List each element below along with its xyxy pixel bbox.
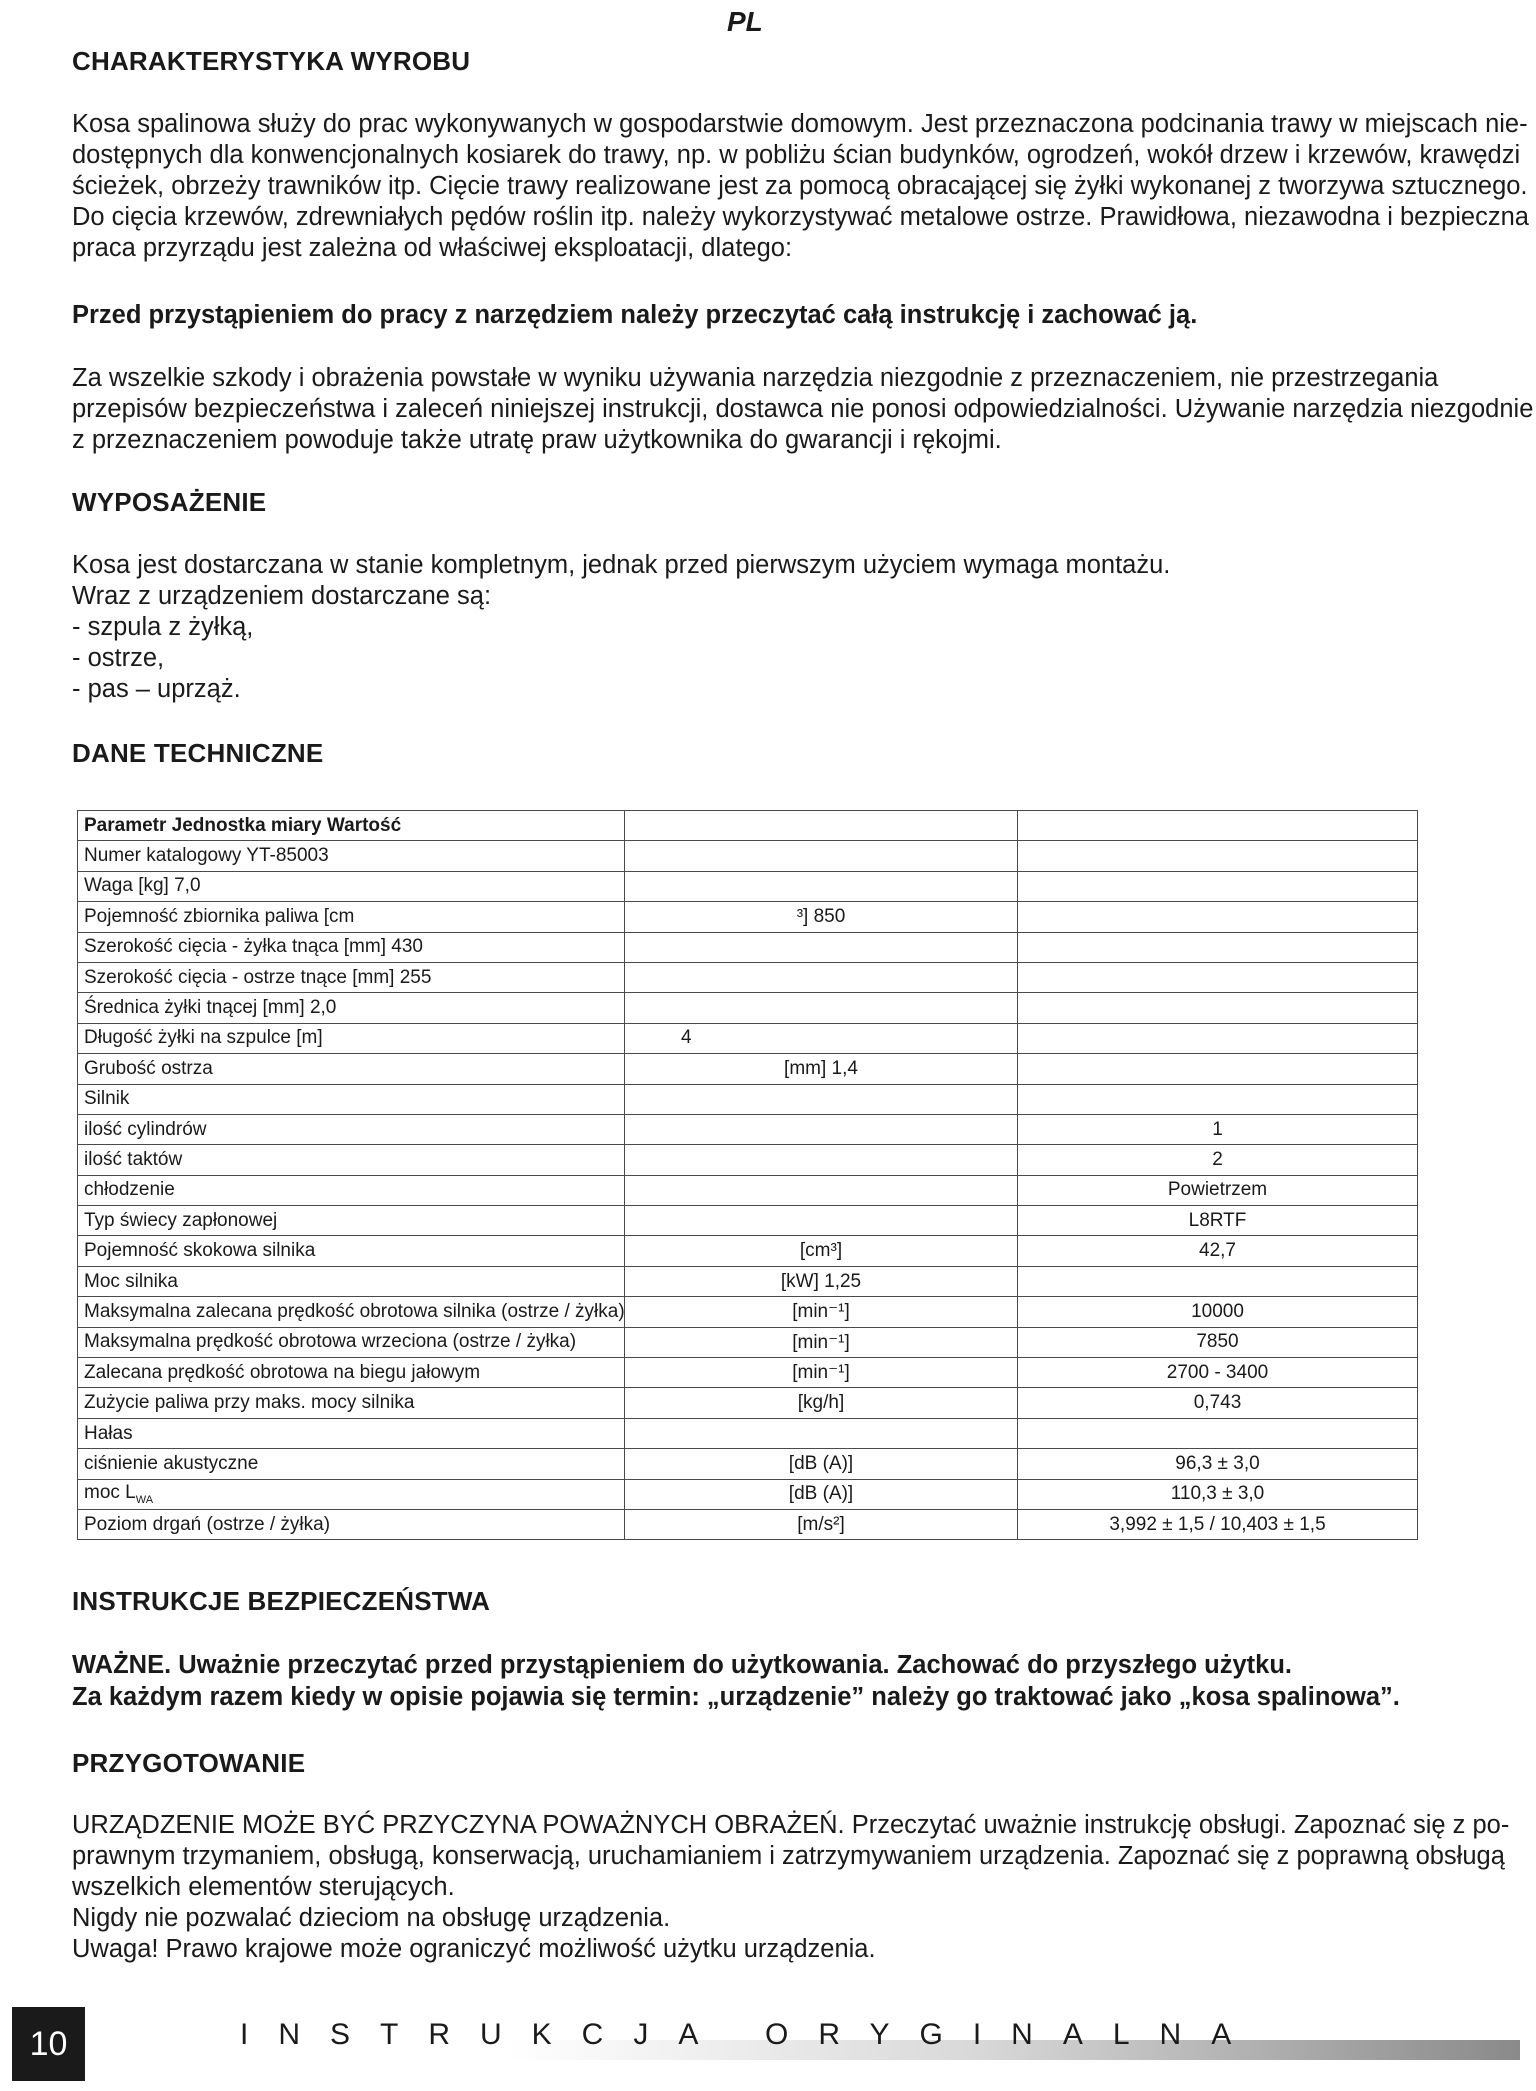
text-line: prawnym trzymaniem, obsługą, konserwacją, uruchamianiem i zatrzymywaniem urządzenia. Zapoznać się z poprawną obsługą (72, 1842, 1505, 1870)
unit-cell: [kg/h] (625, 1388, 1018, 1418)
param-cell: ilość taktów (78, 1145, 625, 1175)
table-row (78, 962, 1418, 992)
table-row (78, 1145, 1418, 1175)
unit-cell: 4 (625, 1023, 1018, 1053)
language-code: PL (727, 6, 763, 37)
param-cell: Waga [kg] 7,0 (78, 871, 625, 901)
unit-cell (625, 1114, 1018, 1144)
heading-equipment: WYPOSAŻENIE (72, 487, 267, 517)
unit-cell (625, 1206, 1018, 1236)
tech-data-table (77, 810, 1418, 1540)
unit-cell: [dB (A)] (625, 1449, 1018, 1479)
unit-cell: [cm³] (625, 1236, 1018, 1266)
param-cell: Długość żyłki na szpulce [m] (78, 1023, 625, 1053)
unit-cell: [m/s²] (625, 1509, 1018, 1539)
unit-cell: ³] 850 (625, 902, 1018, 932)
table-row (78, 993, 1418, 1023)
table-row (78, 1297, 1418, 1327)
table-row (78, 902, 1418, 932)
value-cell (1018, 962, 1418, 992)
footer-title: INSTRUKCJA ORYGINALNA (240, 2018, 1262, 2051)
equipment-list (72, 550, 1422, 705)
value-cell: 110,3 ± 3,0 (1018, 1479, 1418, 1509)
value-cell: Powietrzem (1018, 1175, 1418, 1205)
heading-tech-data: DANE TECHNICZNE (72, 738, 324, 768)
param-cell: Grubość ostrza (78, 1054, 625, 1084)
unit-cell (625, 1418, 1018, 1448)
param-cell: Pojemność skokowa silnika (78, 1236, 625, 1266)
value-cell: 7850 (1018, 1327, 1418, 1357)
unit-cell: [min⁻¹] (625, 1297, 1018, 1327)
unit-cell (625, 993, 1018, 1023)
value-cell (1018, 1023, 1418, 1053)
lwa-subscript: WA (135, 1494, 154, 1507)
unit-cell (625, 962, 1018, 992)
param-cell: Maksymalna zalecana prędkość obrotowa silnika (ostrze / żyłka) (78, 1297, 625, 1327)
param-cell: Średnica żyłki tnącej [mm] 2,0 (78, 993, 625, 1023)
unit-cell (625, 811, 1018, 841)
text-line: praca przyrządu jest zależna od właściwej eksploatacji, dlatego: (72, 234, 793, 262)
page-number: 10 (12, 2007, 85, 2081)
unit-cell (625, 1175, 1018, 1205)
table-row (78, 1479, 1418, 1509)
value-cell: 2700 - 3400 (1018, 1358, 1418, 1388)
param-cell: Silnik (78, 1084, 625, 1114)
unit-cell: [kW] 1,25 (625, 1266, 1018, 1296)
heading-safety: INSTRUKCJE BEZPIECZEŃSTWA (72, 1586, 491, 1616)
value-cell (1018, 1418, 1418, 1448)
param-cell: chłodzenie (78, 1175, 625, 1205)
heading-preparation: PRZYGOTOWANIE (72, 1748, 306, 1778)
text-line: Do cięcia krzewów, zdrewniałych pędów roślin itp. należy wykorzystywać metalowe ostrze. Prawidłowa, niezawodna i bezpieczna (72, 203, 1529, 231)
value-cell (1018, 1084, 1418, 1114)
table-row (78, 1509, 1418, 1539)
value-cell (1018, 932, 1418, 962)
table-row (78, 932, 1418, 962)
table-row (78, 1023, 1418, 1053)
text-line: ścieżek, obrzeży trawników itp. Cięcie trawy realizowane jest za pomocą obracającej się żyłki wykonanej z tworzywa sztucznego. (72, 172, 1528, 200)
value-cell (1018, 841, 1418, 871)
param-cell: Szerokość cięcia - żyłka tnąca [mm] 430 (78, 932, 625, 962)
unit-cell (625, 841, 1018, 871)
value-cell (1018, 993, 1418, 1023)
unit-cell (625, 932, 1018, 962)
preparation-paragraph (72, 1810, 1510, 1965)
table-row (78, 1327, 1418, 1357)
liability-paragraph (72, 363, 1534, 456)
value-cell (1018, 811, 1418, 841)
unit-cell (625, 1084, 1018, 1114)
list-item: - ostrze, (72, 644, 165, 672)
unit-cell: [min⁻¹] (625, 1358, 1018, 1388)
value-cell (1018, 871, 1418, 901)
unit-cell (625, 1145, 1018, 1175)
value-cell: 96,3 ± 3,0 (1018, 1449, 1418, 1479)
value-cell: 10000 (1018, 1297, 1418, 1327)
param-cell: Parametr Jednostka miary Wartość (78, 811, 625, 841)
param-cell: Szerokość cięcia - ostrze tnące [mm] 255 (78, 962, 625, 992)
text-line: Kosa spalinowa służy do prac wykonywanych w gospodarstwie domowym. Jest przeznaczona podcinania trawy w miejscach nie- (72, 110, 1528, 138)
table-row (78, 1084, 1418, 1114)
value-cell (1018, 1054, 1418, 1084)
param-cell: Numer katalogowy YT-85003 (78, 841, 625, 871)
value-cell: 0,743 (1018, 1388, 1418, 1418)
table-row (78, 1266, 1418, 1296)
value-cell (1018, 1266, 1418, 1296)
value-cell: 2 (1018, 1145, 1418, 1175)
table-row (78, 811, 1418, 841)
text-line: wszelkich elementów sterujących. (72, 1873, 455, 1901)
unit-cell: [mm] 1,4 (625, 1054, 1018, 1084)
value-cell: L8RTF (1018, 1206, 1418, 1236)
param-cell: Zużycie paliwa przy maks. mocy silnika (78, 1388, 625, 1418)
text-line: dostępnych dla konwencjonalnych kosiarek do trawy, np. w pobliżu ścian budynków, ogrodzeń, wokół drzew i krzewów, krawędzi (72, 141, 1521, 169)
value-cell: 3,992 ± 1,5 / 10,403 ± 1,5 (1018, 1509, 1418, 1539)
param-cell: moc $L_{WA}$ (78, 1479, 625, 1509)
param-cell: Moc silnika (78, 1266, 625, 1296)
table-row (78, 1418, 1418, 1448)
param-cell: Pojemność zbiornika paliwa [cm (78, 902, 625, 932)
table-row (78, 1388, 1418, 1418)
value-cell (1018, 902, 1418, 932)
param-cell: Zalecana prędkość obrotowa na biegu jałowym (78, 1358, 625, 1388)
text-line: Kosa jest dostarczana w stanie kompletnym, jednak przed pierwszym użyciem wymaga montażu. (72, 551, 1171, 579)
param-cell: ilość cylindrów (78, 1114, 625, 1144)
text-line: przepisów bezpieczeństwa i zaleceń niniejszej instrukcji, dostawca nie ponosi odpowiedzialności. Używanie narzędzia niezgodnie (72, 395, 1534, 423)
param-cell: Typ świecy zapłonowej (78, 1206, 625, 1236)
unit-cell: [min⁻¹] (625, 1327, 1018, 1357)
text-line: Nigdy nie pozwalać dzieciom na obsługę urządzenia. (72, 1904, 671, 1932)
unit-cell (625, 871, 1018, 901)
heading-product-characteristics: CHARAKTERYSTYKA WYROBU (72, 46, 471, 76)
unit-cell: [dB (A)] (625, 1479, 1018, 1509)
table-row (78, 1054, 1418, 1084)
list-item: - szpula z żyłką, (72, 613, 254, 641)
product-description (72, 109, 1529, 264)
table-row (78, 1114, 1418, 1144)
text-line: Wraz z urządzeniem dostarczane są: (72, 582, 492, 610)
important-note: WAŻNE. Uważnie przeczytać przed przystąpieniem do użytkowania. Zachować do przyszłego użytku. (72, 1651, 1293, 1679)
text-line: URZĄDZENIE MOŻE BYĆ PRZYCZYNA POWAŻNYCH OBRAŻEŃ. Przeczytać uważnie instrukcję obsługi. Zapoznać się z po- (72, 1811, 1510, 1839)
device-term-note: Za każdym razem kiedy w opisie pojawia się termin: „urządzenie” należy go traktować jako „kosa spalinowa”. (72, 1683, 1400, 1711)
param-cell: Maksymalna prędkość obrotowa wrzeciona (ostrze / żyłka) (78, 1327, 625, 1357)
value-cell: 42,7 (1018, 1236, 1418, 1266)
table-row (78, 841, 1418, 871)
read-manual-note: Przed przystąpieniem do pracy z narzędziem należy przeczytać całą instrukcję i zachować ją. (72, 301, 1198, 329)
param-cell: Hałas (78, 1418, 625, 1448)
text-line: Za wszelkie szkody i obrażenia powstałe w wyniku używania narzędzia niezgodnie z przeznaczeniem, nie przestrzegania (72, 364, 1439, 392)
table-row (78, 1175, 1418, 1205)
param-cell: ciśnienie akustyczne (78, 1449, 625, 1479)
param-cell: Poziom drgań (ostrze / żyłka) (78, 1509, 625, 1539)
list-item: - pas – uprząż. (72, 675, 241, 703)
value-cell: 1 (1018, 1114, 1418, 1144)
table-row (78, 871, 1418, 901)
table-row (78, 1236, 1418, 1266)
table-row (78, 1449, 1418, 1479)
table-row (78, 1206, 1418, 1236)
text-line: z przeznaczeniem powoduje także utratę praw użytkownika do gwarancji i rękojmi. (72, 426, 1002, 454)
table-row (78, 1358, 1418, 1388)
text-line: Uwaga! Prawo krajowe może ograniczyć możliwość użytku urządzenia. (72, 1935, 876, 1963)
